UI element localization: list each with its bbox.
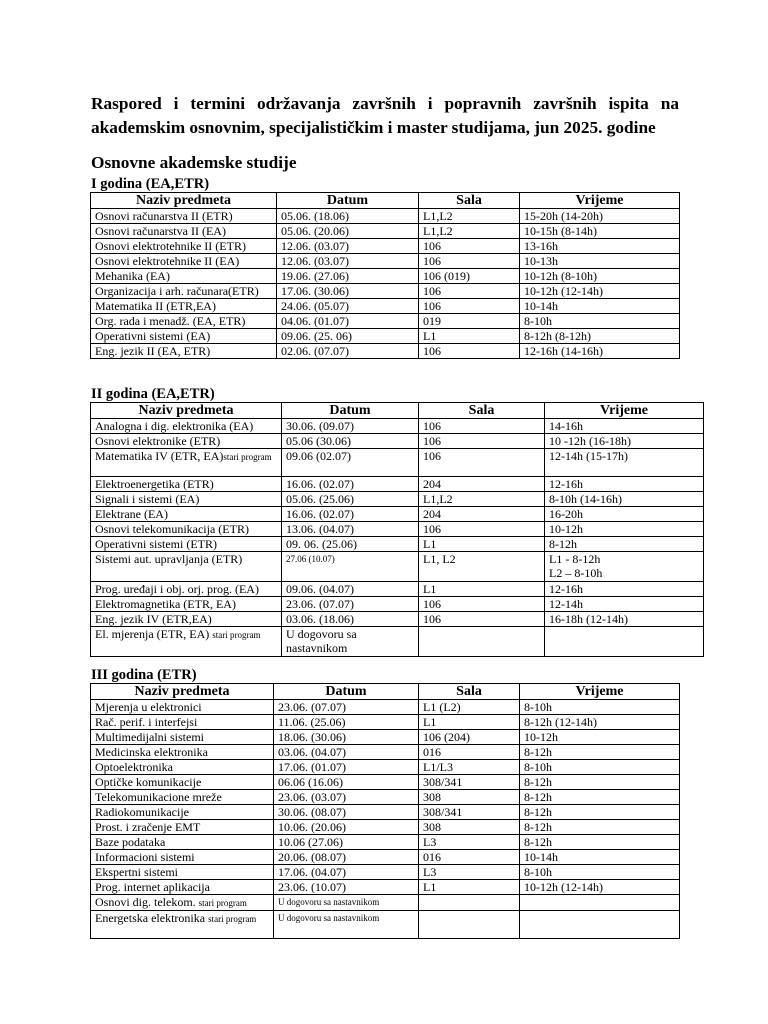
cell-time bbox=[545, 552, 704, 582]
cell-subject: Osnovi računarstva II (ETR) bbox=[91, 209, 277, 224]
date-line-1: U dogovoru sa bbox=[286, 627, 357, 641]
cell-date: 09.06 (02.07) bbox=[282, 449, 419, 477]
cell-room: 106 bbox=[419, 419, 545, 434]
table-row bbox=[91, 522, 704, 537]
cell-time: 10-13h bbox=[520, 254, 680, 269]
cell-subject: Mjerenja u elektronici bbox=[91, 700, 274, 715]
cell-subject: Ekspertni sistemi bbox=[91, 865, 274, 880]
table-header-row bbox=[91, 403, 704, 419]
year1-heading: I godina (EA,ETR) bbox=[91, 176, 210, 192]
cell-room: 308/341 bbox=[419, 805, 520, 820]
table-row bbox=[91, 314, 680, 329]
cell-subject: Elektromagnetika (ETR, EA) bbox=[91, 597, 282, 612]
table-row bbox=[91, 269, 680, 284]
cell-time: 10-12h (12-14h) bbox=[520, 284, 680, 299]
cell-time: 14-16h bbox=[545, 419, 704, 434]
cell-subject: Elektrane (EA) bbox=[91, 507, 282, 522]
table-row bbox=[91, 865, 680, 880]
table-row bbox=[91, 477, 704, 492]
subject-text: Energetska elektronika bbox=[95, 911, 206, 925]
cell-time: 8-10h bbox=[520, 314, 680, 329]
cell-date: 30.06. (08.07) bbox=[274, 805, 419, 820]
cell-subject bbox=[91, 911, 274, 939]
cell-subject bbox=[91, 627, 282, 657]
cell-time bbox=[520, 911, 680, 939]
header-time: Vrijeme bbox=[545, 403, 704, 419]
cell-date: 16.06. (02.07) bbox=[282, 477, 419, 492]
cell-time: 12-14h bbox=[545, 597, 704, 612]
cell-room: 106 bbox=[419, 299, 520, 314]
cell-time: 8-12h bbox=[520, 835, 680, 850]
table-row bbox=[91, 612, 704, 627]
table-row bbox=[91, 715, 680, 730]
cell-date: 17.06. (01.07) bbox=[274, 760, 419, 775]
cell-room: 204 bbox=[419, 507, 545, 522]
cell-date: 09. 06. (25.06) bbox=[282, 537, 419, 552]
cell-subject bbox=[91, 895, 274, 911]
table-row bbox=[91, 507, 704, 522]
cell-date: 04.06. (01.07) bbox=[277, 314, 419, 329]
cell-room bbox=[419, 895, 520, 911]
cell-time: 8-12h bbox=[520, 805, 680, 820]
header-subject: Naziv predmeta bbox=[91, 684, 274, 700]
time-line-2: L2 – 8-10h bbox=[549, 566, 603, 580]
cell-time: 10-12h bbox=[545, 522, 704, 537]
cell-room: L3 bbox=[419, 835, 520, 850]
year1-table bbox=[90, 192, 680, 359]
header-subject: Naziv predmeta bbox=[91, 403, 282, 419]
cell-room: 106 bbox=[419, 344, 520, 359]
year2-table bbox=[90, 402, 704, 657]
subject-text: El. mjerenja (ETR, EA) bbox=[95, 627, 210, 641]
cell-room: 016 bbox=[419, 745, 520, 760]
cell-date: 13.06. (04.07) bbox=[282, 522, 419, 537]
table-row bbox=[91, 344, 680, 359]
cell-time: 8-12h bbox=[545, 537, 704, 552]
document-title: Raspored i termini održavanja završnih i popravnih završnih ispita na akademskim osnovnim, specijalističkim i master studijama, jun 2025. godine bbox=[91, 94, 679, 137]
table-row bbox=[91, 434, 704, 449]
cell-date: 03.06. (04.07) bbox=[274, 745, 419, 760]
table-row bbox=[91, 745, 680, 760]
cell-time bbox=[545, 627, 704, 657]
cell-subject: Informacioni sistemi bbox=[91, 850, 274, 865]
header-room: Sala bbox=[419, 403, 545, 419]
table-row bbox=[91, 209, 680, 224]
cell-subject: Eng. jezik II (EA, ETR) bbox=[91, 344, 277, 359]
cell-subject: Matematika II (ETR,EA) bbox=[91, 299, 277, 314]
header-time: Vrijeme bbox=[520, 684, 680, 700]
cell-subject: Elektroenergetika (ETR) bbox=[91, 477, 282, 492]
cell-time: 10-14h bbox=[520, 850, 680, 865]
cell-date: 09.06. (25. 06) bbox=[277, 329, 419, 344]
cell-date: 09.06. (04.07) bbox=[282, 582, 419, 597]
cell-date: 12.06. (03.07) bbox=[277, 254, 419, 269]
subject-note: stari program bbox=[208, 914, 257, 924]
cell-room: L1 bbox=[419, 537, 545, 552]
cell-time: 8-10h bbox=[520, 865, 680, 880]
cell-date: 23.06. (03.07) bbox=[274, 790, 419, 805]
cell-subject: Prog. uređaji i obj. orj. prog. (EA) bbox=[91, 582, 282, 597]
cell-subject: Radiokomunikacije bbox=[91, 805, 274, 820]
cell-date: 24.06. (05.07) bbox=[277, 299, 419, 314]
cell-subject: Prost. i zračenje EMT bbox=[91, 820, 274, 835]
cell-date: 06.06 (16.06) bbox=[274, 775, 419, 790]
cell-time: 8-12h bbox=[520, 790, 680, 805]
cell-date: 05.06. (25.06) bbox=[282, 492, 419, 507]
cell-time: 16-20h bbox=[545, 507, 704, 522]
cell-room: L1,L2 bbox=[419, 224, 520, 239]
cell-date: 10.06. (20.06) bbox=[274, 820, 419, 835]
table-row bbox=[91, 254, 680, 269]
table-row bbox=[91, 239, 680, 254]
cell-time: 8-10h bbox=[520, 760, 680, 775]
cell-room: L1,L2 bbox=[419, 492, 545, 507]
subject-text: Osnovi dig. telekom. bbox=[95, 895, 196, 909]
cell-room: 106 (019) bbox=[419, 269, 520, 284]
cell-date: U dogovoru sa nastavnikom bbox=[274, 895, 419, 911]
table-row bbox=[91, 730, 680, 745]
cell-date: 19.06. (27.06) bbox=[277, 269, 419, 284]
table-row bbox=[91, 700, 680, 715]
cell-time: 10-12h (8-10h) bbox=[520, 269, 680, 284]
cell-date: 11.06. (25.06) bbox=[274, 715, 419, 730]
cell-subject: Eng. jezik IV (ETR,EA) bbox=[91, 612, 282, 627]
cell-room: 204 bbox=[419, 477, 545, 492]
header-date: Datum bbox=[282, 403, 419, 419]
table-row bbox=[91, 835, 680, 850]
table-row bbox=[91, 627, 704, 657]
cell-subject: Prog. internet aplikacija bbox=[91, 880, 274, 895]
cell-date: 12.06. (03.07) bbox=[277, 239, 419, 254]
table-row bbox=[91, 805, 680, 820]
table-row bbox=[91, 552, 704, 582]
table-row bbox=[91, 537, 704, 552]
header-time: Vrijeme bbox=[520, 193, 680, 209]
cell-time: 8-12h bbox=[520, 820, 680, 835]
section-title: Osnovne akademske studije bbox=[91, 153, 297, 172]
cell-date: 23.06. (07.07) bbox=[282, 597, 419, 612]
cell-time: 8-12h bbox=[520, 745, 680, 760]
cell-time: 13-16h bbox=[520, 239, 680, 254]
cell-subject: Osnovi računarstva II (EA) bbox=[91, 224, 277, 239]
cell-date: 18.06. (30.06) bbox=[274, 730, 419, 745]
table-row bbox=[91, 582, 704, 597]
cell-room: 106 bbox=[419, 449, 545, 477]
year3-heading: III godina (ETR) bbox=[91, 667, 197, 683]
cell-date: 02.06. (07.07) bbox=[277, 344, 419, 359]
cell-time: 8-10h bbox=[520, 700, 680, 715]
cell-subject: Osnovi elektrotehnike II (EA) bbox=[91, 254, 277, 269]
table-row bbox=[91, 790, 680, 805]
table-header-row bbox=[91, 684, 680, 700]
cell-time: 12-16h bbox=[545, 582, 704, 597]
table-row bbox=[91, 880, 680, 895]
header-date: Datum bbox=[277, 193, 419, 209]
table-row bbox=[91, 419, 704, 434]
cell-room: L1 bbox=[419, 880, 520, 895]
table-row bbox=[91, 597, 704, 612]
cell-subject: Telekomunikacione mreže bbox=[91, 790, 274, 805]
cell-time: 10 -12h (16-18h) bbox=[545, 434, 704, 449]
cell-date: 05.06. (20.06) bbox=[277, 224, 419, 239]
cell-time: 8-10h (14-16h) bbox=[545, 492, 704, 507]
cell-time: 8-12h (12-14h) bbox=[520, 715, 680, 730]
cell-time: 16-18h (12-14h) bbox=[545, 612, 704, 627]
table-row bbox=[91, 492, 704, 507]
cell-date: 23.06. (10.07) bbox=[274, 880, 419, 895]
cell-date: 20.06. (08.07) bbox=[274, 850, 419, 865]
cell-subject: Osnovi telekomunikacija (ETR) bbox=[91, 522, 282, 537]
table-row bbox=[91, 850, 680, 865]
year2-heading: II godina (EA,ETR) bbox=[91, 386, 215, 402]
cell-room bbox=[419, 911, 520, 939]
cell-time: 10-15h (8-14h) bbox=[520, 224, 680, 239]
cell-subject: Operativni sistemi (EA) bbox=[91, 329, 277, 344]
table-row bbox=[91, 820, 680, 835]
cell-subject: Analogna i dig. elektronika (EA) bbox=[91, 419, 282, 434]
cell-room: 106 bbox=[419, 612, 545, 627]
cell-subject: Baze podataka bbox=[91, 835, 274, 850]
cell-time: 10-12h (12-14h) bbox=[520, 880, 680, 895]
cell-room: 106 bbox=[419, 434, 545, 449]
table-row bbox=[91, 299, 680, 314]
subject-note: stari program bbox=[198, 898, 247, 908]
table-row bbox=[91, 284, 680, 299]
cell-date: 17.06. (04.07) bbox=[274, 865, 419, 880]
cell-date: 27.06 (10.07) bbox=[282, 552, 419, 582]
cell-time: 10-12h bbox=[520, 730, 680, 745]
cell-room: 106 bbox=[419, 522, 545, 537]
cell-subject: Rač. perif. i interfejsi bbox=[91, 715, 274, 730]
cell-time: 12-16h (14-16h) bbox=[520, 344, 680, 359]
time-line-1: L1 - 8-12h bbox=[549, 552, 601, 566]
cell-room: L1 (L2) bbox=[419, 700, 520, 715]
cell-subject bbox=[91, 449, 282, 477]
cell-subject: Medicinska elektronika bbox=[91, 745, 274, 760]
cell-subject: Mehanika (EA) bbox=[91, 269, 277, 284]
cell-subject: Optičke komunikacije bbox=[91, 775, 274, 790]
cell-subject: Organizacija i arh. računara(ETR) bbox=[91, 284, 277, 299]
cell-subject: Optoelektronika bbox=[91, 760, 274, 775]
cell-room: L1, L2 bbox=[419, 552, 545, 582]
cell-date: 03.06. (18.06) bbox=[282, 612, 419, 627]
cell-subject: Multimedijalni sistemi bbox=[91, 730, 274, 745]
cell-time: 10-14h bbox=[520, 299, 680, 314]
header-room: Sala bbox=[419, 193, 520, 209]
cell-subject: Sistemi aut. upravljanja (ETR) bbox=[91, 552, 282, 582]
cell-room bbox=[419, 627, 545, 657]
cell-room: L1,L2 bbox=[419, 209, 520, 224]
cell-subject: Osnovi elektronike (ETR) bbox=[91, 434, 282, 449]
header-subject: Naziv predmeta bbox=[91, 193, 277, 209]
cell-room: L1/L3 bbox=[419, 760, 520, 775]
cell-time: 12-16h bbox=[545, 477, 704, 492]
table-row bbox=[91, 449, 704, 477]
cell-room: 106 bbox=[419, 254, 520, 269]
cell-room: 308 bbox=[419, 790, 520, 805]
cell-date: 05.06. (18.06) bbox=[277, 209, 419, 224]
cell-date: 05.06 (30.06) bbox=[282, 434, 419, 449]
cell-room: 308 bbox=[419, 820, 520, 835]
cell-room: L1 bbox=[419, 329, 520, 344]
cell-date: 30.06. (09.07) bbox=[282, 419, 419, 434]
table-header-row bbox=[91, 193, 680, 209]
cell-room: L3 bbox=[419, 865, 520, 880]
cell-room: 106 bbox=[419, 284, 520, 299]
cell-room: 308/341 bbox=[419, 775, 520, 790]
cell-time: 12-14h (15-17h) bbox=[545, 449, 704, 477]
cell-date bbox=[282, 627, 419, 657]
cell-time: 8-12h bbox=[520, 775, 680, 790]
cell-subject: Org. rada i menadž. (EA, ETR) bbox=[91, 314, 277, 329]
cell-room: 016 bbox=[419, 850, 520, 865]
cell-date: 23.06. (07.07) bbox=[274, 700, 419, 715]
cell-room: 106 (204) bbox=[419, 730, 520, 745]
cell-room: 106 bbox=[419, 239, 520, 254]
table-row bbox=[91, 329, 680, 344]
table-row bbox=[91, 775, 680, 790]
cell-room: L1 bbox=[419, 582, 545, 597]
header-room: Sala bbox=[419, 684, 520, 700]
cell-date: 17.06. (30.06) bbox=[277, 284, 419, 299]
cell-time: 8-12h (8-12h) bbox=[520, 329, 680, 344]
cell-time: 15-20h (14-20h) bbox=[520, 209, 680, 224]
cell-subject: Operativni sistemi (ETR) bbox=[91, 537, 282, 552]
table-row bbox=[91, 895, 680, 911]
cell-room: L1 bbox=[419, 715, 520, 730]
cell-time bbox=[520, 895, 680, 911]
cell-date: 10.06 (27.06) bbox=[274, 835, 419, 850]
cell-date: U dogovoru sa nastavnikom bbox=[274, 911, 419, 939]
cell-subject: Osnovi elektrotehnike II (ETR) bbox=[91, 239, 277, 254]
cell-subject: Signali i sistemi (EA) bbox=[91, 492, 282, 507]
subject-note: stari program bbox=[223, 452, 272, 462]
table-row bbox=[91, 224, 680, 239]
header-date: Datum bbox=[274, 684, 419, 700]
subject-note: stari program bbox=[212, 630, 261, 640]
year3-table bbox=[90, 683, 680, 939]
subject-text: Matematika IV (ETR, EA) bbox=[95, 449, 224, 463]
cell-room: 106 bbox=[419, 597, 545, 612]
table-row bbox=[91, 760, 680, 775]
cell-date: 16.06. (02.07) bbox=[282, 507, 419, 522]
table-row bbox=[91, 911, 680, 939]
cell-room: 019 bbox=[419, 314, 520, 329]
date-line-2: nastavnikom bbox=[286, 641, 348, 655]
